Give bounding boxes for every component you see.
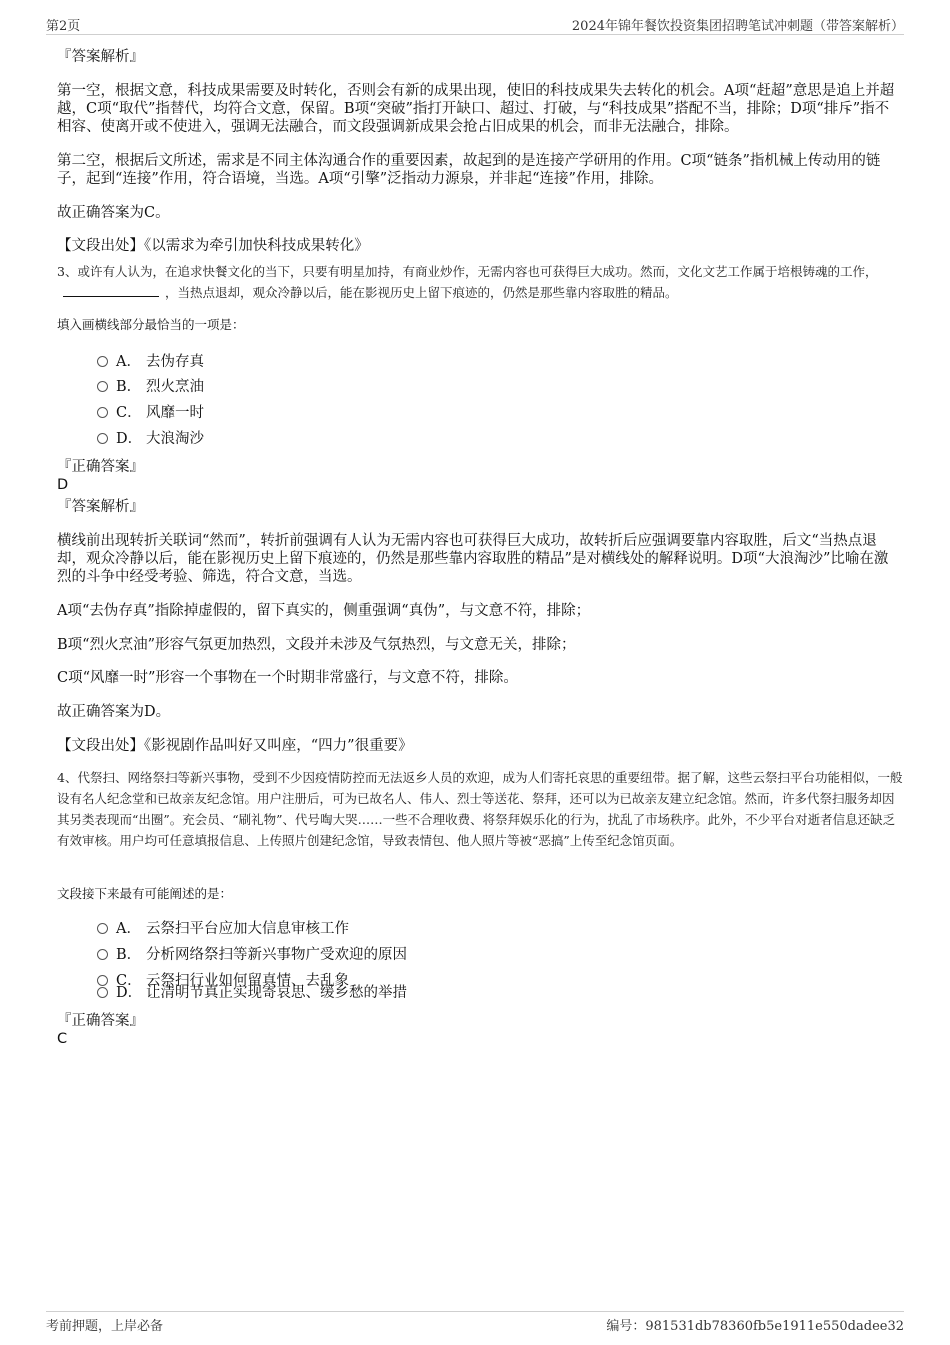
q3-conclusion: 故正确答案为D。 (57, 704, 171, 720)
q4-correct-label: 『正确答案』 (57, 1013, 144, 1029)
q2-source: 【文段出处】《以需求为牵引加快科技成果转化》 (57, 238, 369, 254)
q4-option-d[interactable]: D． 让清明节真正实现寄哀思、缓乡愁的举措 (97, 984, 407, 1002)
q3-source: 【文段出处】《影视剧作品叫好又叫座，“四力”很重要》 (57, 738, 413, 754)
page-number: 第2页 (46, 19, 81, 34)
footer-slogan: 考前押题，上岸必备 (46, 1319, 164, 1334)
q3-analysis-para4: C项“风靡一时”形容一个事物在一个时期非常盛行，与文意不符，排除。 (57, 670, 518, 686)
q3-instruction: 填入画横线部分最恰当的一项是： (57, 317, 245, 332)
radio-icon[interactable] (97, 407, 108, 418)
page-footer (46, 1311, 904, 1338)
q4-correct-answer: C (57, 1031, 68, 1047)
q3-correct-label: 『正确答案』 (57, 459, 144, 475)
radio-icon[interactable] (97, 949, 108, 960)
radio-icon[interactable] (97, 433, 108, 444)
page-header (46, 14, 904, 35)
document-title: 2024年锦年餐饮投资集团招聘笔试冲刺题（带答案解析） (571, 19, 904, 34)
q4-stem: 4、代祭扫、网络祭扫等新兴事物，受到不少因疫情防控而无法返乡人员的欢迎，成为人们寄托哀思的重要纽带。据了解，这些云祭扫平台功能相似，一般设有名人纪念堂和已故亲友纪念馆。用户注册后，可为已故名人、伟人、烈士等送花、祭拜，还可以为已故亲友建立纪念馆。然而，许多代祭扫服务却因其另类表现而“出圈”。充会员、“刷礼物”、代号啕大哭……一些不合理收费、将祭拜娱乐化的行为，扰乱了市场秩序。此外，不少平台对逝者信息还缺乏有效审核。用户均可任意填报信息、上传照片创建纪念馆，导致表情包、他人照片等被“恶搞”上传至纪念馆页面。 (57, 770, 903, 848)
q2-analysis-para2: 第二空，根据后文所述，需求是不同主体沟通合作的重要因素，故起到的是连接产学研用的作用。C项“链条”指机械上传动用的链子，起到“连接”作用，符合语境，当选。A项“引擎”泛指动力源泉，并非起“连接”作用，排除。 (57, 153, 881, 187)
radio-icon[interactable] (97, 987, 108, 998)
q3-analysis-label: 『答案解析』 (57, 499, 144, 515)
q4-option-b[interactable]: B． 分析网络祭扫等新兴事物广受欢迎的原因 (97, 946, 407, 964)
q4-instruction: 文段接下来最有可能阐述的是： (57, 886, 233, 901)
q2-analysis-label: 『答案解析』 (57, 49, 144, 65)
q3-stem: 3、或许有人认为，在追求快餐文化的当下，只要有明星加持，有商业炒作，无需内容也可获得巨大成功。然而，文化文艺工作属于培根铸魂的工作，，当热点退却，观众冷静以后，能在影视历史上留下痕迹的，仍然是那些靠内容取胜的精品。 (57, 264, 878, 300)
q3-option-c[interactable]: C． 风靡一时 (97, 404, 204, 422)
q2-conclusion: 故正确答案为C。 (57, 205, 170, 221)
radio-icon[interactable] (97, 356, 108, 367)
q3-analysis-para1: 横线前出现转折关联词“然而”，转折前强调有人认为无需内容也可获得巨大成功，故转折后应强调要靠内容取胜，后文“当热点退却，观众冷静以后，能在影视历史上留下痕迹的，仍然是那些靠内容取胜的精品”是对横线处的解释说明。D项“大浪淘沙”比喻在激烈的斗争中经受考验、筛选，符合文意，当选。 (57, 533, 889, 585)
q3-correct-answer: D (57, 477, 69, 493)
radio-icon[interactable] (97, 923, 108, 934)
q3-analysis-para3: B项“烈火烹油”形容气氛更加热烈，文段并未涉及气氛热烈，与文意无关，排除； (57, 637, 576, 653)
q4-option-c[interactable]: C． 云祭扫行业如何留真情、去乱象 (97, 972, 349, 990)
q2-analysis-para1: 第一空，根据文意，科技成果需要及时转化，否则会有新的成果出现，使旧的科技成果失去转化的机会。A项“赶超”意思是追上并超越，C项“取代”指替代，均符合文意，保留。B项“突破”指打开缺口、超过、打破，与“科技成果”搭配不当，排除；D项“排斥”指不相容、使离开或不使进入，强调无法融合，而文段强调新成果会抢占旧成果的机会，而非无法融合，排除。 (57, 83, 895, 135)
q3-option-d[interactable]: D． 大浪淘沙 (97, 430, 204, 448)
q4-option-a[interactable]: A． 云祭扫平台应加大信息审核工作 (97, 920, 349, 938)
document-id: 编号：981531db78360fb5e1911e550dadee32 (606, 1319, 904, 1334)
q3-analysis-para2: A项“去伪存真”指除掉虚假的，留下真实的，侧重强调“真伪”，与文意不符，排除； (57, 603, 591, 619)
radio-icon[interactable] (97, 381, 108, 392)
fill-blank (63, 284, 159, 297)
q3-option-a[interactable]: A． 去伪存真 (97, 353, 204, 371)
q3-option-b[interactable]: B． 烈火烹油 (97, 378, 204, 396)
